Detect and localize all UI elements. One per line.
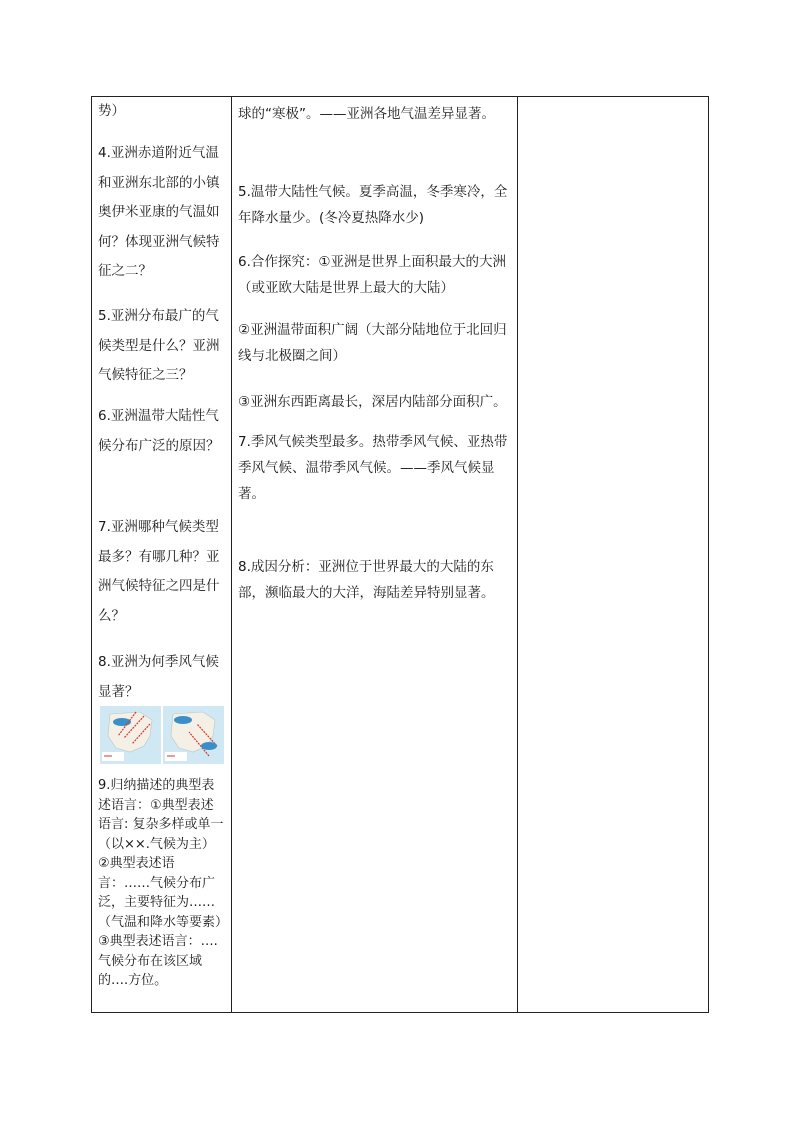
answer-8: 8.成因分析：亚洲位于世界最大的大陆的东部，濒临最大的大洋，海陆差异特别显著。 [238,559,495,601]
lesson-table [91,96,709,1013]
answer-5: 5.温带大陆性气候。夏季高温，冬季寒冷，全年降水量少。(冬冷夏热降水少) [238,184,508,226]
answer-6c: ③亚洲东西距离最长，深居内陆部分面积广。 [238,394,507,410]
answer-6b: ②亚洲温带面积广阔（大部分陆地位于北回归线与北极圈之间） [238,322,507,364]
question-4: 4.亚洲赤道附近气温和亚洲东北部的小镇奥伊米亚康的气温如何？体现亚洲气候特征之二？ [98,145,220,279]
question-6: 6.亚洲温带大陆性气候分布广泛的原因？ [98,408,220,454]
question-7: 7.亚洲哪种气候类型最多？有哪几种？亚洲气候特征之四是什么？ [98,519,220,624]
q-continuation: 势） [98,103,125,119]
monsoon-map-figure [100,706,224,764]
summer-monsoon-map [163,706,224,764]
winter-monsoon-map [100,706,161,764]
question-5: 5.亚洲分布最广的气候类型是什么？亚洲气候特征之三？ [98,308,220,383]
question-column [92,97,232,1012]
answer-column [232,97,518,1012]
notes-column [518,97,708,1012]
question-9: 9.归纳描述的典型表述语言：①典型表述语言: 复杂多样或单一（以××.气候为主）②典型表述语言：……气候分布广泛，主要特征为……（气温和降水等要素）③典型表述语言：….气候分布在该区域的….方位。 [98,778,224,988]
answer-6a: 6.合作探究：①亚洲是世界上面积最大的大洲（或亚欧大陆是世界上最大的大陆） [238,254,506,296]
question-8: 8.亚洲为何季风气候显著？ [98,654,219,700]
answer-7: 7.季风气候类型最多。热带季风气候、亚热带季风气候、温带季风气候。——季风气候显著。 [238,434,508,502]
answer-continuation: 球的“寒极”。——亚洲各地气温差异显著。 [238,106,495,122]
